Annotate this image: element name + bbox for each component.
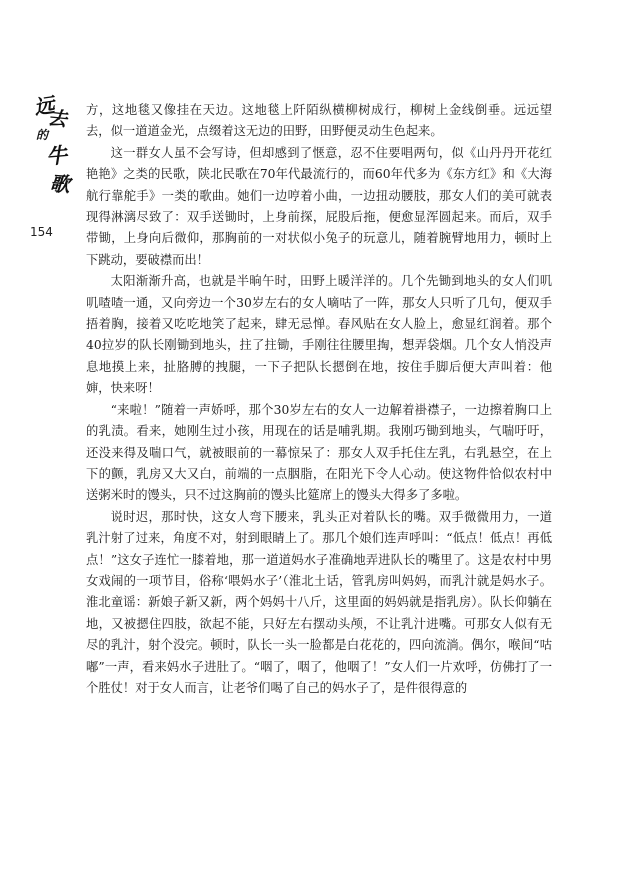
- logo-char: 远: [32, 92, 56, 120]
- paragraph: 太阳渐渐升高，也就是半晌午时，田野上暖洋洋的。几个先锄到地头的女人们叽叽喳喳一通，又向旁边一个30岁左右的女人嘀咕了一阵，那女人只听了几句，便双手捂着胸，接着又吃吃地笑了起来，肆无忌惮。春风贴在女人脸上，愈显红润着。那个40拉岁的队长刚锄到地头，拄了拄锄，手刚往往腰里掏，想弄袋烟。几个女人悄没声息地摸上来，扯胳膊的拽腿，一下子把队长摁倒在地，按住手脚后便大声叫着：他婶，快来呀！: [86, 274, 552, 396]
- paragraph: 方，这地毯又像挂在天边。这地毯上阡陌纵横柳树成行，柳树上金线倒垂。远远望去，似一道道金光，点缀着这无边的田野，田野便灵动生色起来。: [86, 103, 552, 139]
- logo-char: 歌: [49, 171, 71, 197]
- logo-char: 去: [46, 107, 68, 131]
- book-title-logo: [30, 90, 70, 200]
- paragraph: 这一群女人虽不会写诗，但却感到了惬意，忍不住要唱两句，似《山丹丹开花红艳艳》之类的民歌，陕北民歌在70年代最流行的，而60年代多为《东方红》和《大海航行靠舵手》一类的歌曲。她们一边哼着小曲，一边扭动腰肢，那女人们的美可就表现得淋漓尽致了：双手送锄时，上身前探，屁股后拖，便愈显浑圆起来。而后，双手带锄，上身向后微仰，那胸前的一对状似小兔子的玩意儿，随着腕臂地用力，顿时上下跳动，要破襟而出！: [86, 145, 552, 267]
- logo-char: 的: [36, 128, 49, 142]
- page-number: 154: [30, 225, 53, 239]
- paragraph: “来啦！”随着一声娇呼，那个30岁左右的女人一边解着褂襟子，一边擦着胸口上的乳渍。看来，她刚生过小孩，用现在的话是哺乳期。我刚巧锄到地头，气喘吁吁，还没来得及喘口气，就被眼前的一幕惊呆了：那女人双手托住左乳，右乳悬空，在上下的颤，乳房又大又白，前端的一点胭脂，在阳光下令人心动。使这物件恰似农村中送粥米时的馒头，只不过这胸前的馒头比筵席上的馒头大得多了多啦。: [86, 402, 552, 503]
- logo-char: 牛: [44, 142, 69, 169]
- body-text: [86, 100, 552, 699]
- paragraph: 说时迟，那时快，这女人弯下腰来，乳头正对着队长的嘴。双手微微用力，一道乳汁射了过来，角度不对，射到眼睛上了。那几个娘们连声呼叫：“低点！低点！再低点！”这女子连忙一膝着地，那一道道妈水子准确地弄进队长的嘴里了。这是农村中男女戏闹的一项节目，俗称‘喂妈水子’（淮北土话，管乳房叫妈妈，而乳汁就是妈水子。淮北童谣：新娘子新又新，两个妈妈十八斤，这里面的妈妈就是指乳房）。队长仰躺在地，又被摁住四肢，欲起不能，只好左右摆动头颅，不让乳汁进嘴。可那女人似有无尽的乳汁，射个没完。顿时，队长一头一脸都是白花花的，四向流淌。偶尔，喉间“咕嘟”一声，看来妈水子进肚了。“咽了，咽了，他咽了！”女人们一片欢呼，仿佛打了一个胜仗！对于女人而言，让老爷们喝了自己的妈水子了，是件很得意的: [86, 509, 552, 695]
